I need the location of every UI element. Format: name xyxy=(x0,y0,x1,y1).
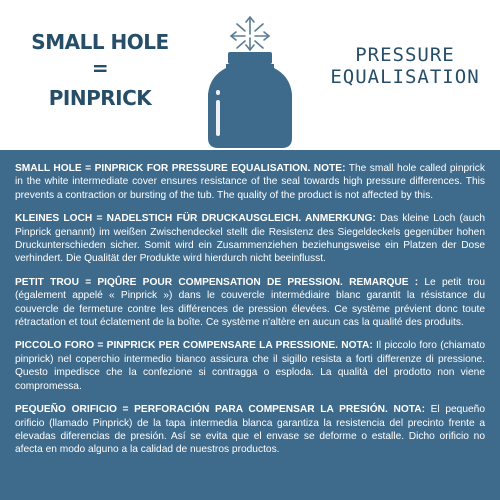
description-block xyxy=(15,162,485,467)
paragraph-body: El pequeño orificio (llamado Pinprick) de la tapa intermedia blanca garantiza la resistencia del precinto frente a elevadas diferencias de presión. Así se evita que el envase se deforme o estalle. Dicho orificio no afecta en modo alguno a la calidad de nuestros productos. xyxy=(15,404,485,456)
paragraph-french xyxy=(15,276,485,330)
paragraph-german xyxy=(15,212,485,266)
header-panel xyxy=(0,0,500,150)
paragraph-italian xyxy=(15,339,485,393)
paragraph-body: Il piccolo foro (chiamato pinprick) nel coperchio intermedio bianco assicura che il sigillo resista a forti differenze di pressione. Questo impedisce che la confezione si contragga o esploda. La qualità del prodotto non viene compromessa. xyxy=(15,340,485,392)
paragraph-body: The small hole called pinprick in the white intermediate cover ensures resistance of the seal towards high pressure differences. This prevents a contraction or bursting of the tub. The quality of the product is not affected by this. xyxy=(15,163,485,201)
paragraph-heading: PICCOLO FORO = PINPRICK PER COMPENSARE LA PRESSIONE. NOTA: xyxy=(15,340,373,352)
paragraph-body: Das kleine Loch (auch Pinprick genannt) im weißen Zwischendeckel stellt die Resistenz des Siegeldeckels gegenüber hohen Druckunterschieden sicher. Somit wird ein Zusammenziehen beziehungsweise ein Platzen der Dose verhindert. Die Qualität der Produkte wird hierdurch nicht beeinflusst. xyxy=(15,213,485,265)
pinprick-text: PINPRICK xyxy=(48,86,152,110)
jar-icon xyxy=(190,10,310,150)
paragraph-heading: KLEINES LOCH = NADELSTICH FÜR DRUCKAUSGLEICH. ANMERKUNG: xyxy=(15,213,376,225)
equals-text: = xyxy=(91,56,109,80)
small-hole-label xyxy=(30,30,170,110)
pressure-equalisation-label xyxy=(320,44,490,88)
paragraph-heading: SMALL HOLE = PINPRICK FOR PRESSURE EQUALISATION. NOTE: xyxy=(15,163,346,174)
small-hole-text: SMALL HOLE xyxy=(31,30,169,54)
paragraph-body: Le petit trou (également appelé « Pinprick ») dans le couvercle intermédiaire blanc garantit la résistance du couvercle de fermeture contre les différences de pression élevées. Ce système prévient donc toute rétractation et tout éclatement de la boîte. Ce système n'altère en aucun cas la qualité des produits. xyxy=(15,276,485,329)
equalisation-text: EQUALISATION xyxy=(330,66,480,88)
paragraph-spanish xyxy=(15,403,485,457)
paragraph-heading: PETIT TROU = PIQÛRE POUR COMPENSATION DE PRESSION. REMARQUE : xyxy=(15,276,419,288)
paragraph-heading: PEQUEÑO ORIFICIO = PERFORACIÓN PARA COMPENSAR LA PRESIÓN. NOTA: xyxy=(15,404,425,416)
paragraph-english xyxy=(15,162,485,202)
pressure-text: PRESSURE xyxy=(355,44,455,66)
